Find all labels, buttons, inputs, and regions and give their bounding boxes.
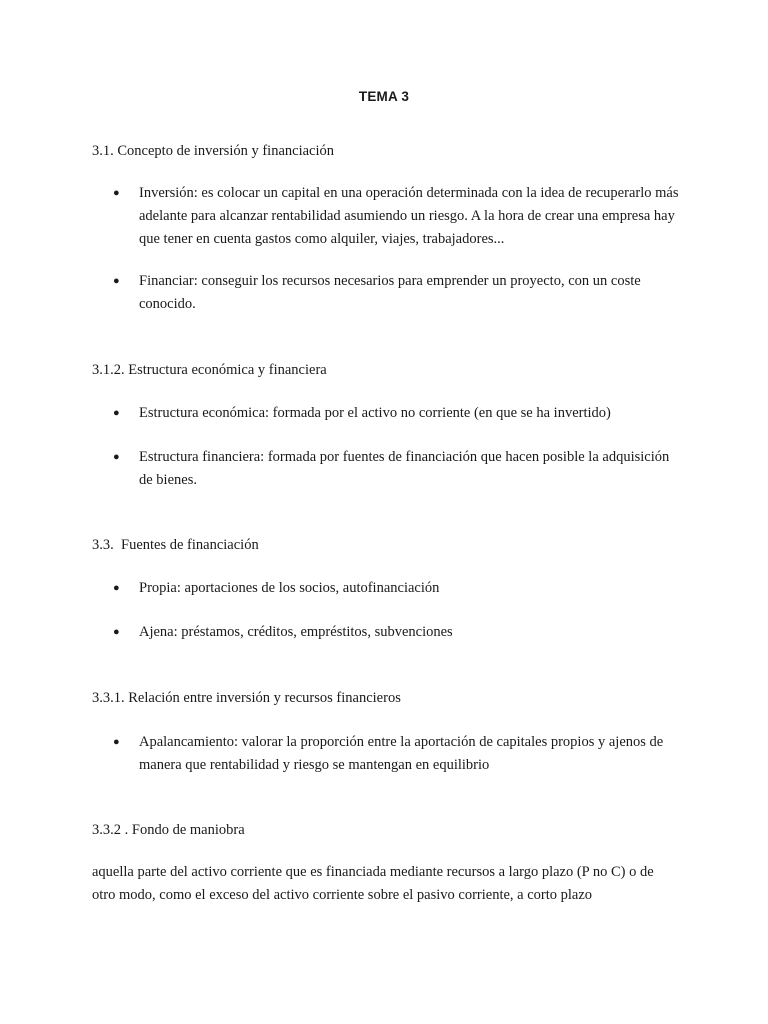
- bullet-text: Ajena: préstamos, créditos, empréstitos, subvenciones: [139, 624, 453, 640]
- bullet-text: Estructura económica: formada por el activo no corriente (en que se ha invertido): [139, 405, 611, 421]
- bullet-marker: ●: [113, 736, 120, 748]
- bullet-text: Estructura financiera: formada por fuentes de financiación que hacen posible la adquisición de bienes.: [139, 449, 670, 488]
- bullet-marker: ●: [113, 451, 120, 463]
- bullet-marker: ●: [113, 582, 120, 594]
- bullet-marker: ●: [113, 187, 120, 199]
- bullet-text: Propia: aportaciones de los socios, autofinanciación: [139, 580, 440, 596]
- bullet-text: Financiar: conseguir los recursos necesarios para emprender un proyecto, con un coste conocido.: [139, 273, 641, 312]
- bullet-marker: ●: [113, 275, 120, 287]
- bullet-marker: ●: [113, 626, 120, 638]
- section-heading: 3.3.2 . Fondo de maniobra: [92, 822, 245, 838]
- section-heading: 3.1.2. Estructura económica y financiera: [92, 362, 327, 378]
- body-paragraph: aquella parte del activo corriente que es financiada mediante recursos a largo plazo (P no C) o de otro modo, como el exceso del activo corriente sobre el pasivo corriente, a corto plazo: [92, 864, 654, 903]
- section-heading: 3.1. Concepto de inversión y financiación: [92, 143, 335, 159]
- document-title: TEMA 3: [358, 89, 410, 104]
- section-heading: 3.3. Fuentes de financiación: [92, 537, 259, 553]
- bullet-text: Inversión: es colocar un capital en una operación determinada con la idea de recuperarlo más adelante para alcanzar rentabilidad asumiendo un riesgo. A la hora de crear una empresa hay que tener en cuenta gastos como alquiler, viajes, trabajadores...: [139, 185, 679, 247]
- section-heading: 3.3.1. Relación entre inversión y recursos financieros: [92, 690, 401, 706]
- bullet-text: Apalancamiento: valorar la proporción entre la aportación de capitales propios y ajenos de manera que rentabilidad y riesgo se mantengan en equilibrio: [139, 734, 664, 773]
- bullet-marker: ●: [113, 407, 120, 419]
